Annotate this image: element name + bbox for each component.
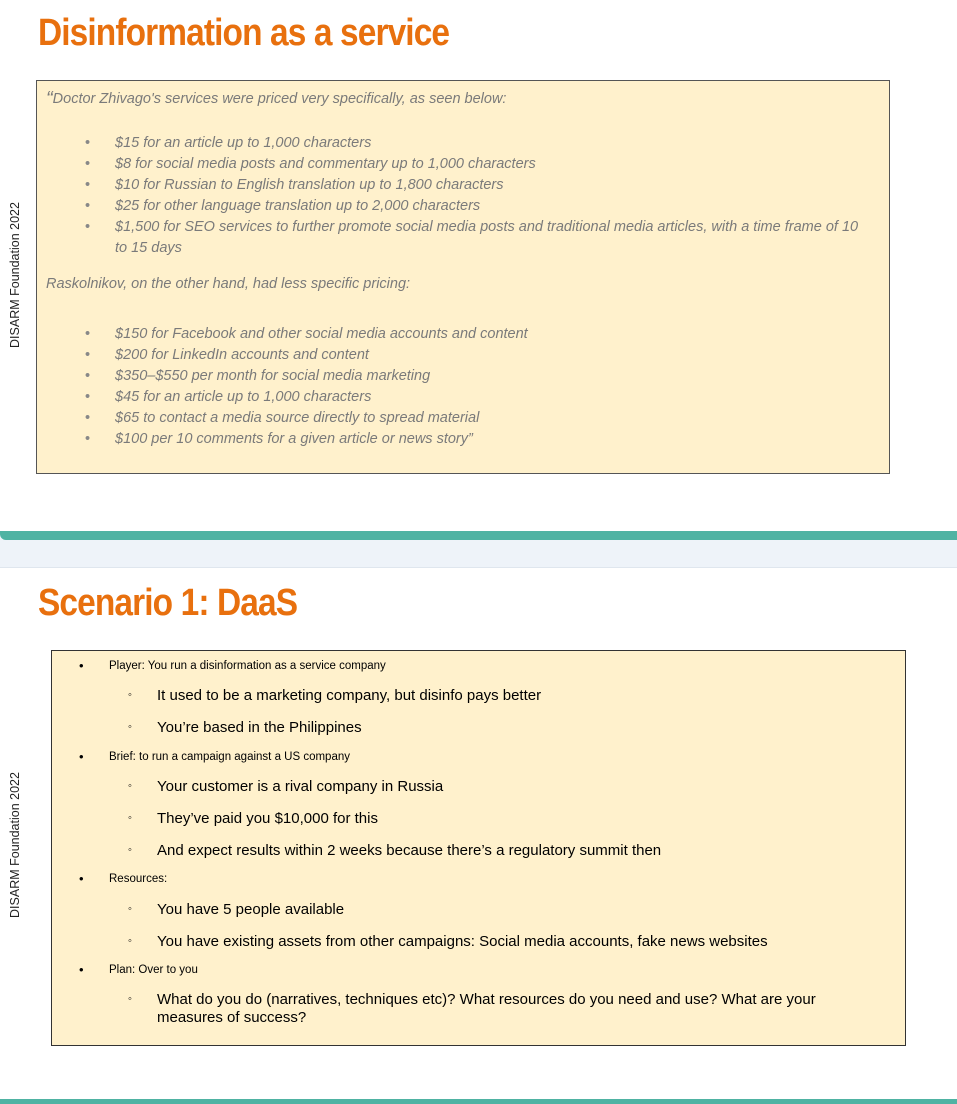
bullet-icon: • <box>85 135 91 151</box>
slide-divider <box>0 531 957 540</box>
list-item <box>85 217 865 259</box>
list-item-label: Player: You run a disinformation as a service company <box>109 660 386 672</box>
list-item <box>85 366 865 387</box>
slide-title: Scenario 1: DaaS <box>38 582 298 624</box>
list-item <box>85 154 865 175</box>
bullet-icon: • <box>79 871 84 886</box>
list-item <box>85 429 865 450</box>
quote-mark: “ <box>46 88 53 110</box>
sub-item-text: They’ve paid you $10,000 for this <box>157 810 378 827</box>
sub-bullet-icon: ◦ <box>128 903 132 915</box>
bullet-icon: • <box>85 368 91 384</box>
sub-bullet-icon: ◦ <box>128 935 132 947</box>
list-item <box>85 408 865 429</box>
raskolnikov-intro: Raskolnikov, on the other hand, had less specific pricing: <box>46 276 411 292</box>
bullet-icon: • <box>85 177 91 193</box>
slide-title: Disinformation as a service <box>38 12 450 54</box>
bullet-icon: • <box>85 410 91 426</box>
sub-bullet-icon: ◦ <box>128 780 132 792</box>
slide-divider <box>0 1099 957 1104</box>
bullet-icon: • <box>85 431 91 447</box>
list-item-text: $10 for Russian to English translation up to 1,800 characters <box>115 177 504 193</box>
bullet-icon: • <box>85 389 91 405</box>
slide-disinformation-as-a-service <box>0 0 957 531</box>
quote-intro <box>46 88 507 110</box>
sub-bullet-icon: ◦ <box>128 721 132 733</box>
bullet-icon: • <box>79 658 84 673</box>
sub-item-text: And expect results within 2 weeks because there’s a regulatory summit then <box>157 842 662 859</box>
list-item-label: Brief: to run a campaign against a US company <box>109 751 350 763</box>
bullet-icon: • <box>85 156 91 172</box>
sub-item-text: It used to be a marketing company, but disinfo pays better <box>157 687 542 704</box>
scenario-box <box>51 650 906 1046</box>
list-item-text: $1,500 for SEO services to further promote social media posts and traditional media articles, with a time frame of 10 to 15 days <box>115 219 859 256</box>
list-item-text: $25 for other language translation up to 2,000 characters <box>115 198 481 214</box>
slide-scenario-1-daas <box>0 567 957 1100</box>
bullet-icon: • <box>85 347 91 363</box>
sub-item-text: What do you do (narratives, techniques etc)? What resources do you need and use? What are your measures of success? <box>157 991 816 1026</box>
list-item-text: $45 for an article up to 1,000 characters <box>115 389 372 405</box>
sub-bullet-icon: ◦ <box>128 844 132 856</box>
list-item-text: $200 for LinkedIn accounts and content <box>115 347 369 363</box>
sub-item-text: You have existing assets from other campaigns: Social media accounts, fake news websites <box>157 933 768 950</box>
side-label: DISARM Foundation 2022 <box>8 772 22 918</box>
bullet-icon: • <box>85 198 91 214</box>
sub-item-text: You’re based in the Philippines <box>157 719 362 736</box>
sub-bullet-icon: ◦ <box>128 993 132 1005</box>
list-item-text: $350–$550 per month for social media marketing <box>115 368 431 384</box>
pricing-quote-box <box>36 80 890 474</box>
list-item-text: $8 for social media posts and commentary up to 1,000 characters <box>115 156 536 172</box>
list-item <box>85 345 865 366</box>
bullet-icon: • <box>85 219 91 235</box>
list-item-label: Plan: Over to you <box>109 964 198 976</box>
quote-intro-text: Doctor Zhivago's services were priced very specifically, as seen below: <box>52 91 507 107</box>
bullet-icon: • <box>79 749 84 764</box>
sub-item-text: Your customer is a rival company in Russia <box>157 778 444 795</box>
list-item <box>85 387 865 408</box>
raskolnikov-price-list <box>85 324 865 450</box>
list-item-text: $15 for an article up to 1,000 characters <box>115 135 372 151</box>
sub-item-text: You have 5 people available <box>157 901 345 918</box>
bullet-icon: • <box>79 962 84 977</box>
list-item <box>85 133 865 154</box>
list-item <box>85 196 865 217</box>
list-item <box>85 175 865 196</box>
list-item-text: $65 to contact a media source directly to spread material <box>115 410 480 426</box>
side-label: DISARM Foundation 2022 <box>8 202 22 348</box>
zhivago-price-list <box>85 133 865 259</box>
sub-bullet-icon: ◦ <box>128 689 132 701</box>
list-item-text: $100 per 10 comments for a given article or news story” <box>115 431 473 447</box>
list-item-text: $150 for Facebook and other social media accounts and content <box>115 326 528 342</box>
list-item-label: Resources: <box>109 873 168 885</box>
bullet-icon: • <box>85 326 91 342</box>
list-item <box>85 324 865 345</box>
sub-bullet-icon: ◦ <box>128 812 132 824</box>
